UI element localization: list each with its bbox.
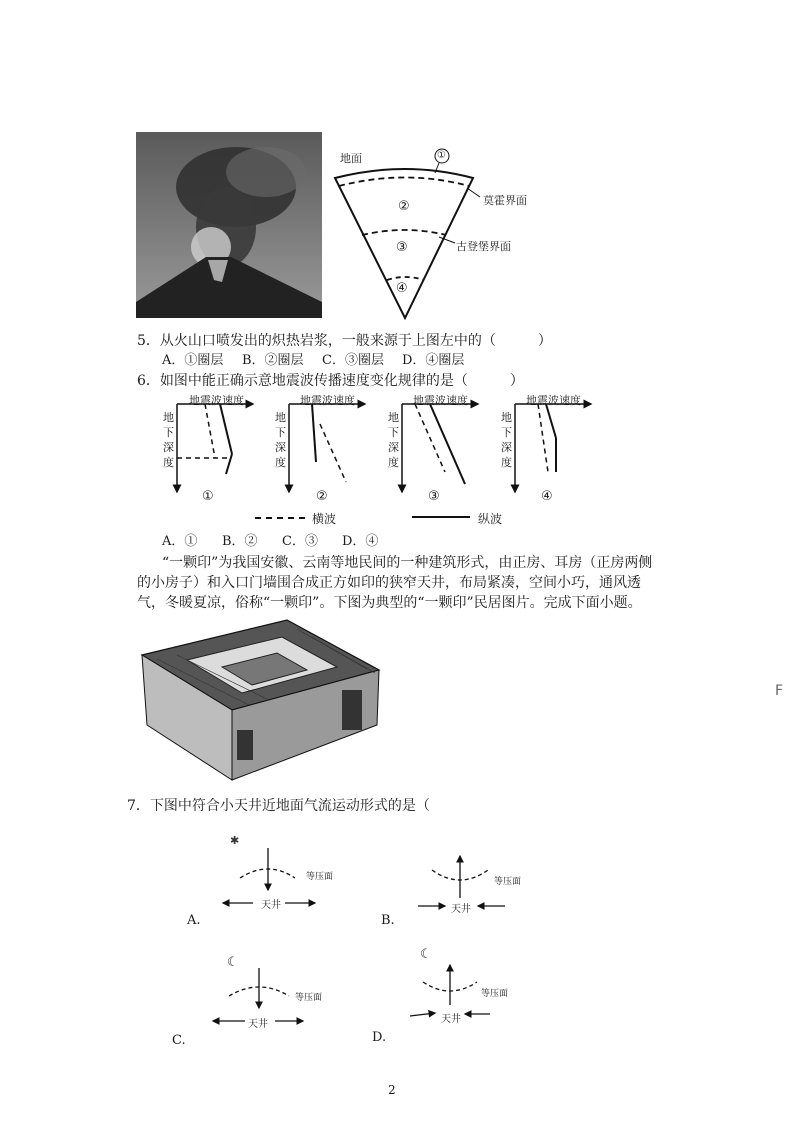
isobar-label-b: 等压面 (494, 877, 522, 887)
q6-option-d[interactable]: D．④ (342, 534, 379, 549)
layer-3-label: ③ (396, 240, 408, 255)
q7-option-b[interactable]: B. (381, 913, 395, 928)
well-label-b: 天井 (451, 904, 471, 915)
panel-3-y-label: 地 下 深 度 (388, 411, 399, 469)
seismic-panel-1 (160, 392, 270, 512)
gutenberg-label: 古登堡界面 (456, 240, 511, 253)
q5-option-d[interactable]: D．④圈层 (402, 353, 465, 368)
question-7-stem: 7．下图中符合小天井近地面气流运动形式的是（ (127, 798, 430, 814)
q5-option-c[interactable]: C．③圈层 (322, 353, 384, 368)
page-number: 2 (388, 1083, 396, 1097)
panel-4-y-label: 地 下 深 度 (501, 411, 512, 469)
layer-4-label: ④ (396, 281, 408, 296)
q7-option-c[interactable]: C. (172, 1033, 186, 1048)
earth-layers-diagram (325, 140, 555, 325)
q6-option-c[interactable]: C．③ (282, 534, 318, 549)
legend-transverse-label: 横波 (312, 512, 337, 526)
margin-mark: F (775, 683, 784, 699)
well-label-c: 天井 (248, 1019, 268, 1030)
panel-2-number: ② (316, 489, 328, 504)
intro-paragraph: “一颗印”为我国安徽、云南等地民间的一种建筑形式，由正房、耳房（正房两侧的小房子）和入口门墙围合成正方如印的狭窄天井，布局紧凑，空间小巧，通风透气，冬暖夏凉，俗称“一颗印”。下图为典型的“一颗印”民居图片。完成下面小题。 (137, 555, 653, 611)
question-5-stem: 5．从火山口喷发出的炽热岩浆，一般来源于上图左中的（ ） (137, 333, 552, 349)
panel-2-y-label: 地 下 深 度 (275, 411, 286, 469)
legend-longitudinal-label: 纵波 (478, 512, 503, 526)
panel-1-y-label: 地 下 深 度 (163, 411, 174, 469)
well-label-a: 天井 (261, 900, 281, 911)
moho-label: 莫霍界面 (483, 194, 527, 207)
q5-option-a[interactable]: A．①圈层 (162, 353, 224, 368)
panel-1-number: ① (202, 489, 214, 504)
legend-longitudinal-line (412, 516, 470, 518)
isobar-label-c: 等压面 (295, 993, 323, 1003)
question-6-stem: 6．如图中能正确示意地震波传播速度变化规律的是（ ） (137, 373, 524, 389)
yikeyin-house-image (137, 615, 382, 787)
panel-3-x-label: 地震波速度 (413, 394, 468, 407)
panel-4-number: ④ (541, 489, 553, 504)
panel-4-x-label: 地震波速度 (526, 394, 581, 407)
layer-1-label: ① (437, 150, 446, 161)
q6-option-b[interactable]: B．② (222, 534, 258, 549)
panel-1-x-label: 地震波速度 (189, 394, 244, 407)
svg-text:☾: ☾ (420, 947, 432, 962)
legend-transverse-line (255, 517, 305, 519)
panel-3-number: ③ (428, 489, 440, 504)
svg-text:✱: ✱ (230, 834, 240, 847)
volcano-photo (136, 132, 322, 318)
q6-option-a[interactable]: A．① (162, 534, 198, 549)
surface-label: 地面 (340, 152, 362, 165)
q7-option-d[interactable]: D. (372, 1030, 387, 1045)
isobar-label-d: 等压面 (481, 989, 509, 999)
layer-2-label: ② (398, 199, 410, 214)
seismic-panel-4 (498, 392, 608, 512)
panel-2-x-label: 地震波速度 (300, 394, 355, 407)
q5-option-b[interactable]: B．②圈层 (242, 353, 304, 368)
seismic-panel-3 (385, 392, 495, 512)
svg-text:☾: ☾ (227, 955, 239, 970)
isobar-label-a: 等压面 (306, 872, 334, 882)
q7-option-a[interactable]: A. (187, 913, 201, 928)
well-label-d: 天井 (441, 1014, 461, 1025)
